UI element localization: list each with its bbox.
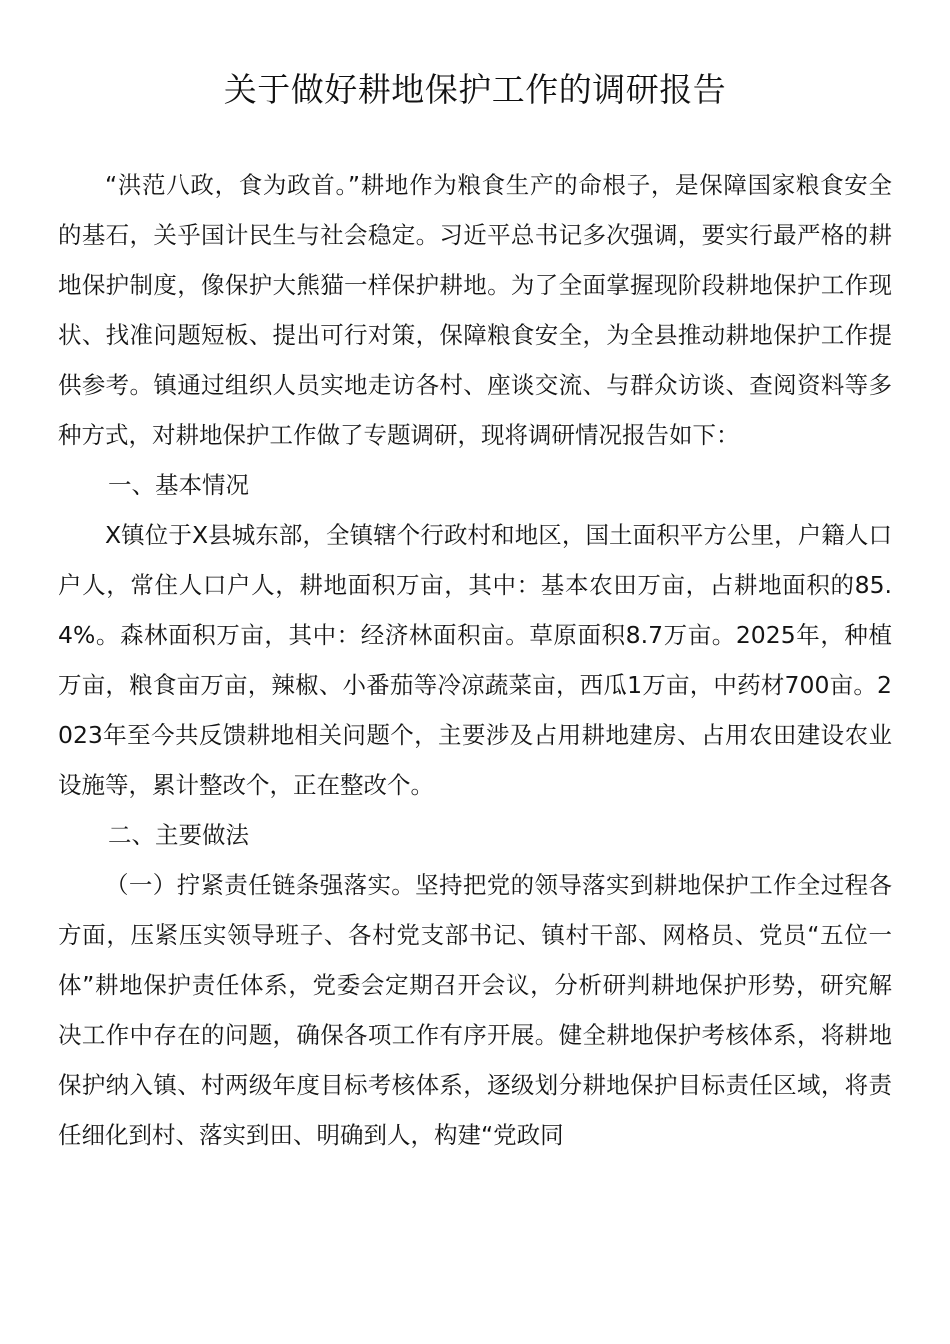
- section-heading-basic-situation: 一、基本情况: [108, 471, 249, 499]
- paragraph-basic-situation: X镇位于X县城东部，全镇辖个行政村和地区，国土面积平方公里，户籍人口户人，常住人口户人，耕地面积万亩，其中：基本农田万亩，占耕地面积的85.4%。森林面积万亩，其中：经济林面积亩。草原面积8.7万亩。2025年，种植万亩，粮食亩万亩，辣椒、小番茄等冷凉蔬菜亩，西瓜1万亩，中药材700亩。2023年至今共反馈耕地相关问题个，主要涉及占用耕地建房、占用农田建设农业设施等，累计整改个，正在整改个。: [58, 521, 892, 799]
- paragraph-responsibility-chain: （一）拧紧责任链条强落实。坚持把党的领导落实到耕地保护工作全过程各方面，压紧压实领导班子、各村党支部书记、镇村干部、网格员、党员“五位一体”耕地保护责任体系，党委会定期召开会议，分析研判耕地保护形势，研究解决工作中存在的问题，确保各项工作有序开展。健全耕地保护考核体系，将耕地保护纳入镇、村两级年度目标考核体系，逐级划分耕地保护目标责任区域，将责任细化到村、落实到田、明确到人，构建“党政同: [58, 871, 892, 1149]
- section-heading-main-practices: 二、主要做法: [108, 821, 249, 849]
- paragraph-introduction: “洪范八政，食为政首。”耕地作为粮食生产的命根子，是保障国家粮食安全的基石，关乎国计民生与社会稳定。习近平总书记多次强调，要实行最严格的耕地保护制度，像保护大熊猫一样保护耕地。为了全面掌握现阶段耕地保护工作现状、找准问题短板、提出可行对策，保障粮食安全，为全县推动耕地保护工作提供参考。镇通过组织人员实地走访各村、座谈交流、与群众访谈、查阅资料等多种方式，对耕地保护工作做了专题调研，现将调研情况报告如下：: [58, 171, 892, 449]
- document-title: 关于做好耕地保护工作的调研报告: [223, 70, 727, 109]
- document-body: [58, 160, 892, 1160]
